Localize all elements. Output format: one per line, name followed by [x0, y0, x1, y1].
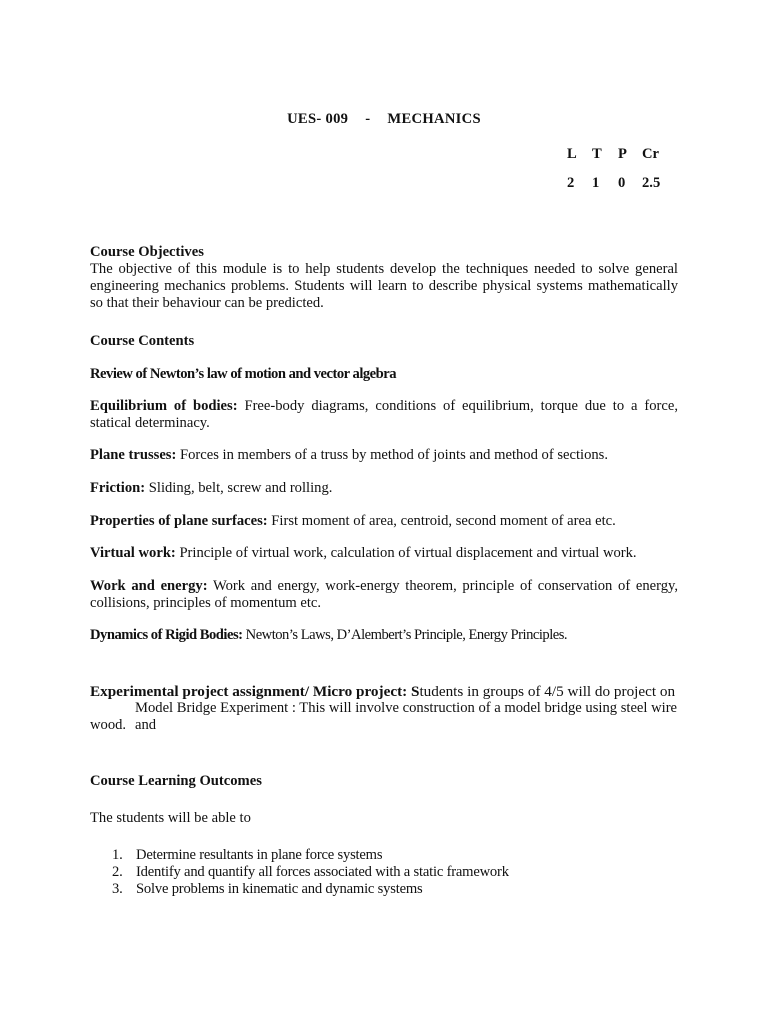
credit-value-cr: 2.5: [642, 175, 661, 191]
topic-title: Work and energy:: [90, 578, 208, 594]
topic-text: Newton’s Laws, D’Alembert’s Principle, Energy Principles.: [242, 627, 568, 643]
list-number: 2.: [112, 864, 123, 880]
topic-text: Work and energy, work-energy theorem, principle of conservation of energy, collisions, principles of momentum etc.: [90, 578, 679, 611]
review-topic: Review of Newton’s law of motion and vector algebra: [90, 366, 397, 382]
title-separator: -: [365, 111, 371, 127]
topic-title: Friction:: [90, 480, 146, 496]
course-title: [0, 111, 768, 128]
topic-work-energy: [90, 578, 678, 612]
list-item: [112, 881, 509, 898]
credit-value-p: 0: [618, 175, 626, 191]
credit-label-t: T: [592, 146, 602, 162]
topic-title: Equilibrium of bodies:: [90, 398, 238, 414]
course-code: UES- 009: [287, 111, 349, 127]
topic-virtual-work: [90, 545, 678, 562]
list-item: [112, 864, 509, 881]
objectives-heading: Course Objectives: [90, 244, 204, 260]
project-text: tudents in groups of 4/5 will do project on: [419, 683, 676, 700]
outcomes-list: [112, 847, 509, 898]
credit-value-l: 2: [567, 175, 575, 191]
topic-title: Virtual work:: [90, 545, 176, 561]
topic-plane-trusses: [90, 447, 678, 464]
objectives-text: The objective of this module is to help students develop the techniques needed to solve general engineering mechanics problems. Students will learn to describe physical systems mathematically so that their behaviour can be predicted.: [90, 261, 678, 311]
list-number: 1.: [112, 847, 123, 863]
topic-title: Dynamics of Rigid Bodies:: [90, 627, 243, 643]
outcomes-heading: Course Learning Outcomes: [90, 773, 262, 789]
topic-text: First moment of area, centroid, second moment of area etc.: [267, 513, 616, 529]
list-number: 3.: [112, 881, 123, 897]
list-text: Identify and quantify all forces associated with a static framework: [136, 864, 509, 880]
list-item: [112, 847, 509, 864]
credit-label-cr: Cr: [642, 146, 660, 162]
topic-plane-surfaces: [90, 513, 678, 530]
topic-text: Free-body diagrams, conditions of equilibrium, torque due to a force, statical determinacy.: [90, 398, 678, 431]
project-line-3: wood.: [90, 717, 127, 733]
topic-rigid-bodies: [90, 627, 678, 644]
credit-label-p: P: [618, 146, 627, 162]
list-text: Solve problems in kinematic and dynamic systems: [136, 881, 423, 897]
credits-values-row: [567, 175, 672, 192]
topic-title: Plane trusses:: [90, 447, 177, 463]
credits-labels-row: [567, 146, 672, 163]
project-line-2: Model Bridge Experiment : This will involve construction of a model bridge using steel wire and: [135, 700, 678, 733]
topic-friction: [90, 480, 678, 497]
topic-text: Sliding, belt, screw and rolling.: [145, 480, 333, 496]
project-line-1: [90, 683, 678, 700]
topic-text: Forces in members of a truss by method of joints and method of sections.: [176, 447, 609, 463]
project-title: Experimental project assignment/ Micro project: S: [90, 683, 420, 700]
course-name: MECHANICS: [387, 111, 481, 127]
list-text: Determine resultants in plane force systems: [136, 847, 383, 863]
credit-label-l: L: [567, 146, 577, 162]
topic-title: Properties of plane surfaces:: [90, 513, 268, 529]
outcomes-intro: The students will be able to: [90, 810, 251, 826]
topic-equilibrium: [90, 398, 678, 432]
contents-heading: Course Contents: [90, 333, 195, 349]
topic-text: Principle of virtual work, calculation of virtual displacement and virtual work.: [175, 545, 637, 561]
credit-value-t: 1: [592, 175, 600, 191]
